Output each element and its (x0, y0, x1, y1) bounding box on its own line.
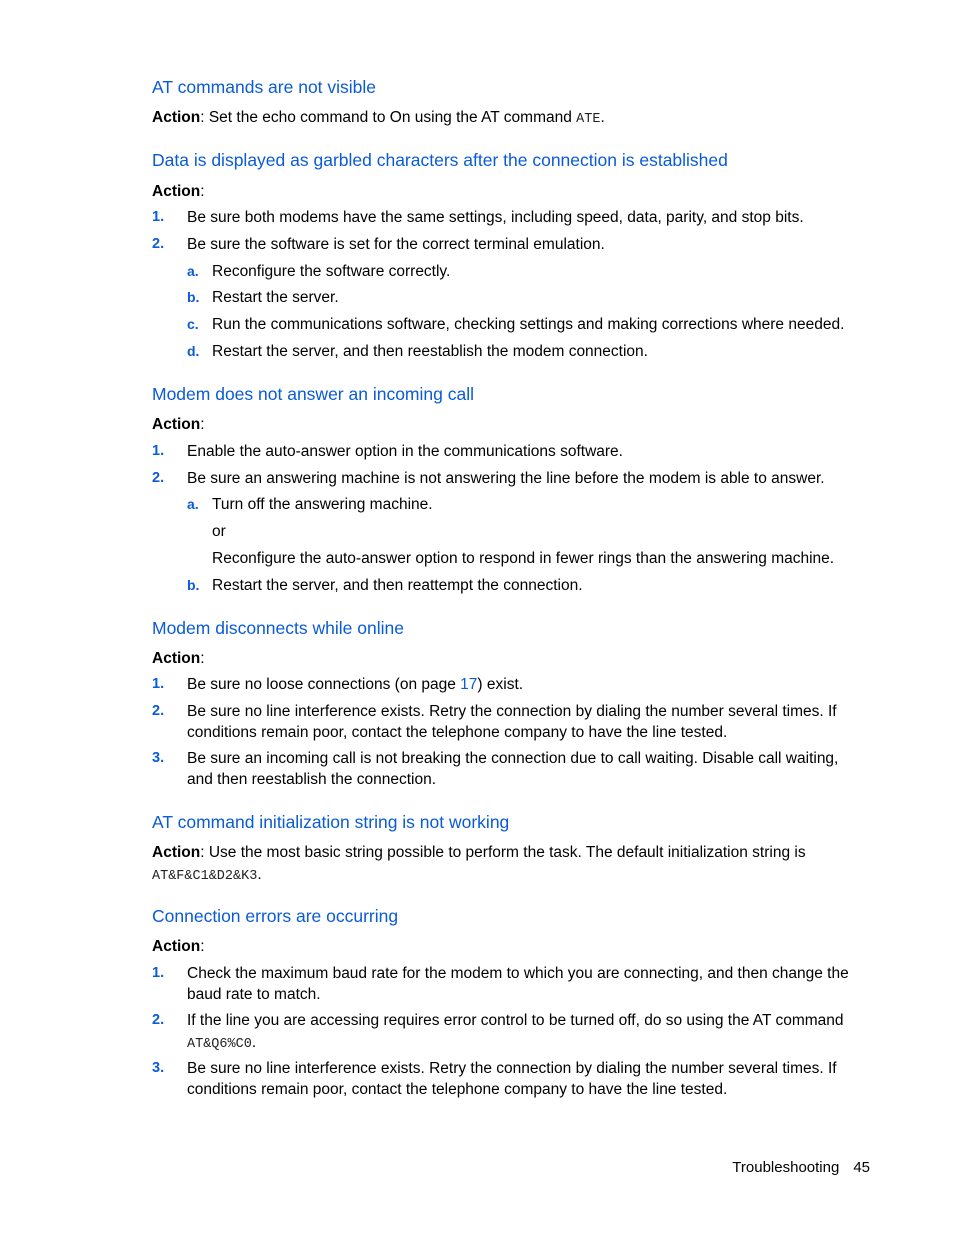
list-text: Enable the auto-answer option in the communications software. (187, 443, 623, 460)
init-string-line (152, 864, 262, 887)
list-number: 2. (152, 703, 165, 719)
sub-list-text: Reconfigure the software correctly. (212, 263, 451, 280)
sub-list-text: Restart the server. (212, 289, 339, 306)
heading-garbled-characters: Data is displayed as garbled characters after the connection is established (152, 150, 728, 170)
text-run: ) exist. (477, 676, 524, 693)
action-paragraph-1 (152, 107, 605, 130)
list-text-line2: conditions remain poor, contact the telephone company to have the line tested. (187, 724, 728, 741)
list-number: 2. (152, 236, 165, 252)
heading-connection-errors: Connection errors are occurring (152, 906, 399, 926)
heading-modem-no-answer: Modem does not answer an incoming call (152, 384, 474, 404)
sub-list-text: Run the communications software, checking settings and making corrections where needed. (212, 316, 845, 333)
list-text: Be sure an answering machine is not answering the line before the modem is able to answer. (187, 470, 825, 487)
list-text-line2: conditions remain poor, contact the telephone company to have the line tested. (187, 1081, 728, 1098)
sub-list-letter: b. (187, 289, 200, 305)
sub-list-text: Turn off the answering machine. (212, 496, 433, 513)
heading-at-commands-not-visible: AT commands are not visible (152, 77, 377, 97)
list-number: 1. (152, 209, 165, 225)
action-label-line: Action: (152, 183, 205, 200)
action-text: : Set the echo command to On using the AT command (200, 109, 577, 126)
page-footer (732, 1157, 870, 1178)
action-label: Action (152, 844, 201, 861)
text-run: Be sure no loose connections (on page (187, 676, 461, 693)
list-text-line2: and then reestablish the connection. (187, 771, 437, 788)
punct: . (600, 109, 605, 126)
sub-list-letter: a. (187, 263, 199, 279)
sub-list-letter: d. (187, 343, 200, 359)
or-text: or (212, 523, 226, 540)
action-label: Action (152, 938, 201, 955)
action-label: Action (152, 416, 201, 433)
sub-list-text: Restart the server, and then reestablish the modem connection. (212, 343, 648, 360)
list-number: 2. (152, 1012, 165, 1028)
sub-list-text: Restart the server, and then reattempt the connection. (212, 577, 583, 594)
action-text: : Use the most basic string possible to perform the task. The default initialization string is (200, 844, 806, 861)
list-text-line1: Check the maximum baud rate for the modem to which you are connecting, and then change the (187, 965, 849, 982)
list-text-line1: Be sure an incoming call is not breaking the connection due to call waiting. Disable call waiting, (187, 750, 839, 767)
page-content (152, 0, 852, 1235)
list-number: 1. (152, 676, 165, 692)
sub-list-alt-text: Reconfigure the auto-answer option to respond in fewer rings than the answering machine. (212, 550, 835, 567)
action-label-line: Action: (152, 416, 205, 433)
sub-list-letter: a. (187, 496, 199, 512)
action-label-line: Action: (152, 938, 205, 955)
footer-section-title: Troubleshooting (732, 1159, 840, 1176)
code-init-string: AT&F&C1&D2&K3 (152, 869, 258, 884)
action-paragraph-5 (152, 842, 806, 863)
action-label: Action (152, 109, 201, 126)
page-link[interactable]: 17 (460, 676, 478, 693)
page-number: 45 (853, 1159, 870, 1176)
list-text: Be sure both modems have the same settings, including speed, data, parity, and stop bits. (187, 209, 804, 226)
list-text-line1: Be sure no line interference exists. Retry the connection by dialing the number several times. If (187, 703, 837, 720)
list-number: 2. (152, 470, 165, 486)
list-number: 1. (152, 443, 165, 459)
list-number: 1. (152, 965, 165, 981)
list-text-line2 (187, 1032, 256, 1055)
heading-modem-disconnects: Modem disconnects while online (152, 618, 404, 638)
list-text-line1: If the line you are accessing requires error control to be turned off, do so using the AT command (187, 1012, 844, 1029)
action-label-line: Action: (152, 650, 205, 667)
list-text (187, 674, 523, 695)
code-error-control: AT&Q6%C0 (187, 1037, 252, 1052)
heading-init-string: AT command initialization string is not working (152, 812, 510, 832)
punct: . (251, 1034, 257, 1051)
punct: . (257, 866, 262, 883)
sub-list-letter: c. (187, 316, 199, 332)
list-number: 3. (152, 750, 165, 766)
list-text-line2: baud rate to match. (187, 986, 321, 1003)
list-number: 3. (152, 1060, 165, 1076)
action-label: Action (152, 650, 201, 667)
list-text-line1: Be sure no line interference exists. Retry the connection by dialing the number several times. If (187, 1060, 837, 1077)
list-text: Be sure the software is set for the correct terminal emulation. (187, 236, 605, 253)
code-ate: ATE (576, 112, 601, 127)
action-label: Action (152, 183, 201, 200)
sub-list-letter: b. (187, 577, 200, 593)
